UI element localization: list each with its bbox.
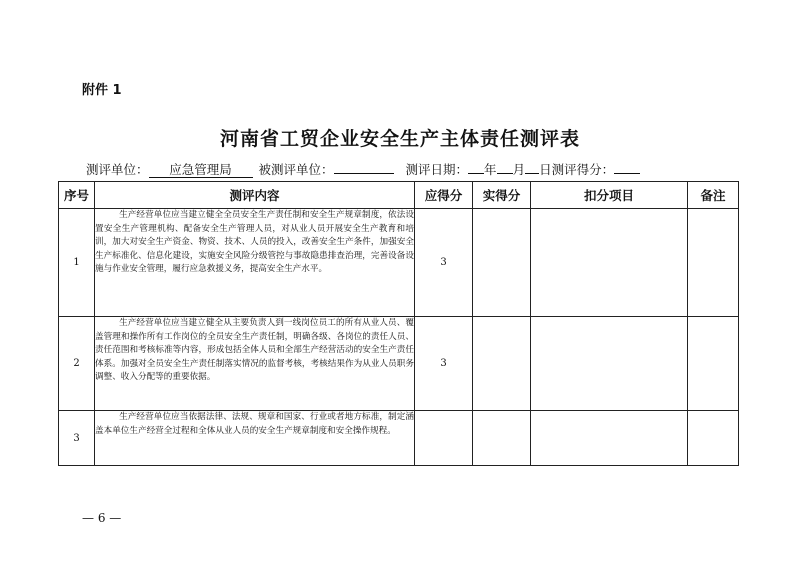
score-blank	[614, 173, 640, 174]
header-deduction: 扣分项目	[531, 182, 688, 209]
evaluated-unit-label: 被测评单位：	[258, 162, 334, 177]
row-actual-score	[473, 317, 531, 411]
month-blank	[497, 173, 513, 174]
row-content	[95, 209, 415, 317]
row-deduction	[531, 317, 688, 411]
row-no: 2	[59, 317, 95, 411]
row-due-score	[415, 411, 473, 466]
date-label: 测评日期：	[405, 162, 469, 177]
evaluated-unit-blank	[334, 173, 394, 174]
evaluation-table	[58, 181, 739, 466]
header-actual-score: 实得分	[473, 182, 531, 209]
row-no: 1	[59, 209, 95, 317]
year-blank	[468, 173, 484, 174]
row-content-text: 生产经营单位应当建立健全从主要负责人到一线岗位员工的所有从业人员、覆盖管理和操作所有工作岗位的全员安全生产责任制，明确各级、各岗位的责任人员、责任范围和考核标准等内容，形成包括全体人员和全部生产经营活动的安全生产责任体系。加强对全员安全生产责任制落实情况的监督考核，考核结果作为从业人员职务调整、收入分配等的重要依据。	[95, 318, 414, 383]
row-content-text: 生产经营单位应当建立健全全员安全生产责任制和安全生产规章制度，依法设置安全生产管理机构、配备安全生产管理人员，对从业人员开展安全生产教育和培训，加大对安全生产资金、物资、技术、人员的投入，改善安全生产条件，加强安全生产标准化、信息化建设，实施安全风险分级管控与事故隐患排查治理，完善设备设施与作业安全管理，履行应急救援义务，提高安全生产水平。	[95, 210, 414, 275]
evaluator-label: 测评单位：	[86, 162, 149, 177]
month-char: 月	[512, 162, 526, 177]
row-no: 3	[59, 411, 95, 466]
table-header-row	[59, 182, 739, 209]
year-char: 年	[484, 162, 497, 177]
table-row	[59, 411, 739, 466]
row-remark	[688, 209, 739, 317]
evaluator-value: 应急管理局	[149, 163, 253, 178]
page-number: — 6 —	[82, 511, 122, 525]
row-due-score: 3	[415, 209, 473, 317]
row-deduction	[531, 411, 688, 466]
row-content	[95, 317, 415, 411]
day-char: 日	[539, 162, 552, 177]
row-remark	[688, 317, 739, 411]
row-content-text: 生产经营单位应当依据法律、法规、规章和国家、行业或者地方标准，制定涵盖本单位生产经营全过程和全体从业人员的安全生产规章制度和安全操作规程。	[95, 412, 414, 436]
row-actual-score	[473, 411, 531, 466]
evaluation-meta	[86, 160, 640, 178]
score-label: 测评得分：	[551, 162, 615, 177]
day-blank	[525, 173, 539, 174]
page-title: 河南省工贸企业安全生产主体责任测评表	[219, 128, 580, 150]
header-due-score: 应得分	[415, 182, 473, 209]
row-actual-score	[473, 209, 531, 317]
row-remark	[688, 411, 739, 466]
row-deduction	[531, 209, 688, 317]
table-row	[59, 317, 739, 411]
header-remark: 备注	[688, 182, 739, 209]
row-content	[95, 411, 415, 466]
header-no: 序号	[59, 182, 95, 209]
header-content: 测评内容	[95, 182, 415, 209]
table-row	[59, 209, 739, 317]
attachment-label: 附件 1	[82, 83, 122, 98]
row-due-score: 3	[415, 317, 473, 411]
